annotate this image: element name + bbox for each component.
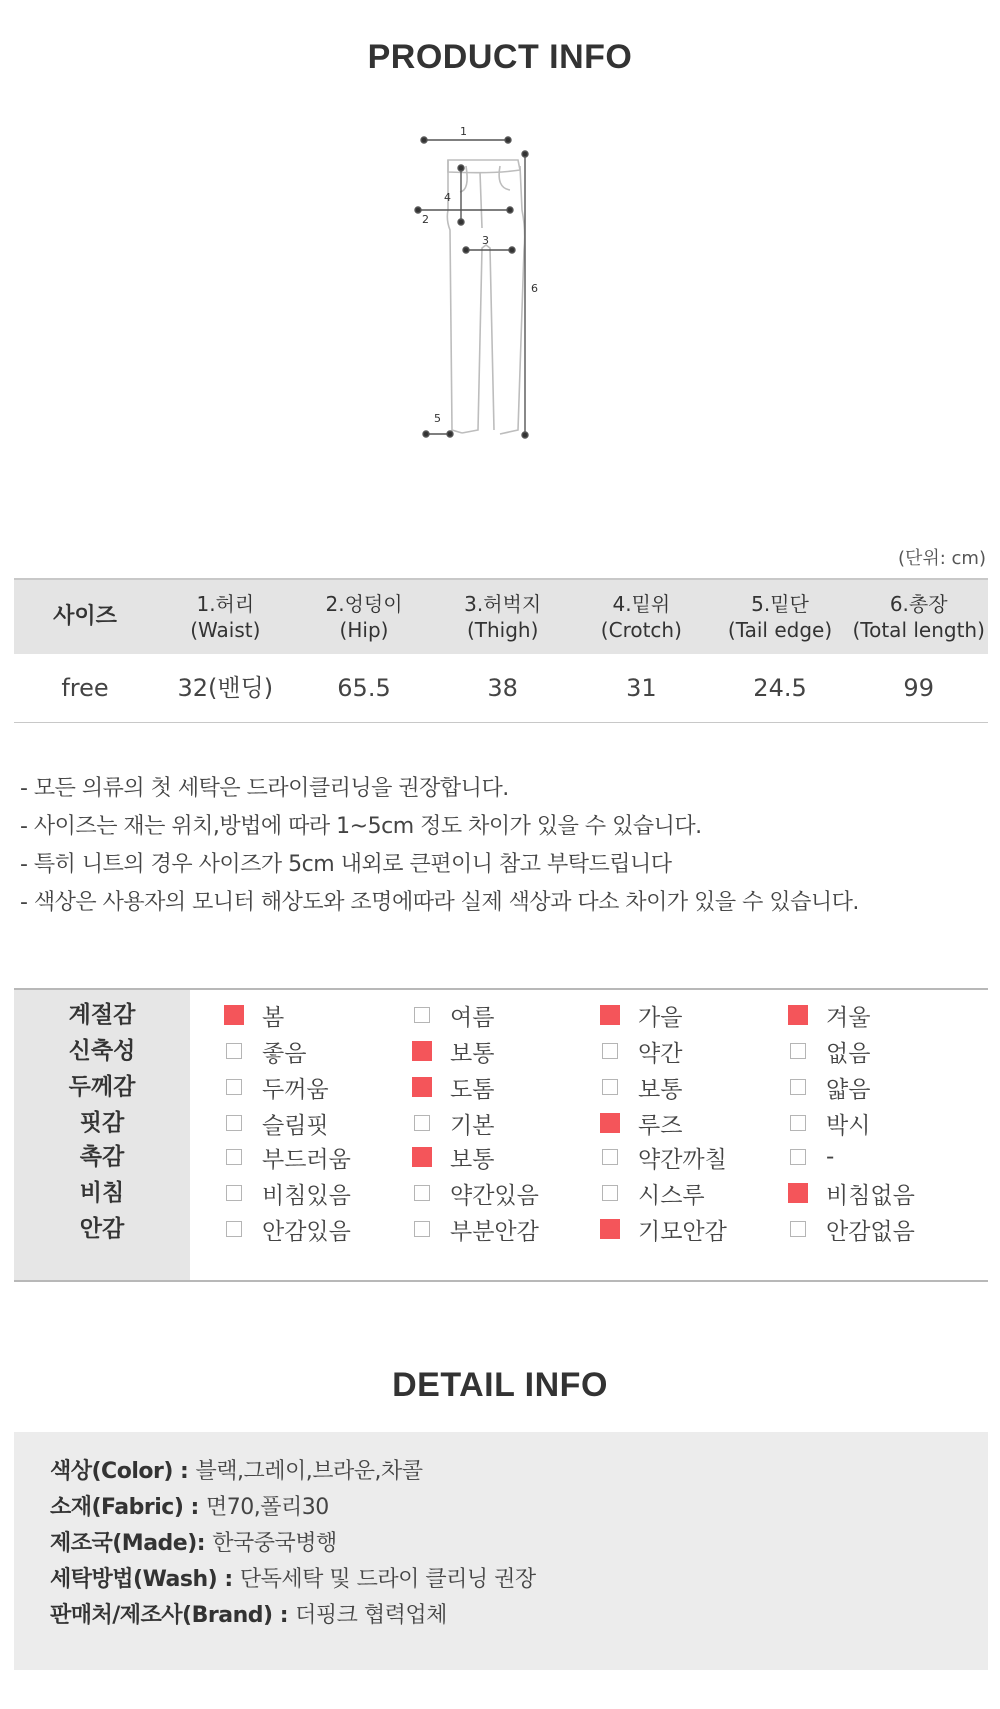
property-option-label: 도톰 xyxy=(450,1076,495,1103)
product-properties xyxy=(14,988,988,1282)
unchecked-box-icon xyxy=(602,1079,618,1095)
note-line: - 색상은 사용자의 모니터 해상도와 조명에따라 실제 색상과 다소 차이가 있을 수 있습니다. xyxy=(20,890,859,915)
property-option xyxy=(222,1068,329,1106)
unchecked-box-icon xyxy=(226,1079,242,1095)
pants-measurement-diagram xyxy=(422,125,600,490)
unchecked-box-icon xyxy=(414,1115,430,1131)
property-option xyxy=(786,1068,870,1106)
property-option-label: 비침없음 xyxy=(826,1182,915,1209)
product-info-title: PRODUCT INFO xyxy=(367,38,633,76)
property-option xyxy=(598,1032,682,1070)
property-option xyxy=(786,996,870,1034)
property-option-label: 부드러움 xyxy=(262,1146,351,1173)
checked-box-icon xyxy=(412,1077,432,1097)
unchecked-box-icon xyxy=(226,1115,242,1131)
property-row xyxy=(14,1068,988,1106)
checked-box-icon xyxy=(600,1005,620,1025)
property-option xyxy=(598,1174,705,1212)
property-option-label: 비침있음 xyxy=(262,1182,351,1209)
property-label: 계절감 xyxy=(68,1002,136,1028)
property-option xyxy=(410,1068,494,1106)
property-option-label: 약간까칠 xyxy=(638,1146,727,1173)
note-line: - 모든 의류의 첫 세탁은 드라이클리닝을 권장합니다. xyxy=(20,776,509,801)
property-option xyxy=(598,1210,727,1248)
property-option xyxy=(598,1104,682,1142)
property-option-label: 여름 xyxy=(450,1004,495,1031)
unchecked-box-icon xyxy=(602,1185,618,1201)
property-option xyxy=(410,1210,539,1248)
diagram-label-5: 5 xyxy=(434,412,441,425)
property-option xyxy=(222,1104,329,1142)
detail-row-fabric: 소재(Fabric) : 면70,폴리30 xyxy=(50,1495,329,1520)
unchecked-box-icon xyxy=(226,1221,242,1237)
detail-info-title: DETAIL INFO xyxy=(392,1366,608,1404)
size-table xyxy=(14,578,988,723)
property-option xyxy=(410,1138,494,1176)
cell-thigh: 38 xyxy=(487,674,518,702)
property-option xyxy=(410,996,494,1034)
property-option-label: 두꺼움 xyxy=(262,1076,329,1103)
property-option-label: 슬림핏 xyxy=(262,1112,329,1139)
unchecked-box-icon xyxy=(226,1043,242,1059)
property-option-label: 보통 xyxy=(638,1076,683,1103)
note-line: - 특히 니트의 경우 사이즈가 5cm 내외로 큰편이니 참고 부탁드립니다 xyxy=(20,852,672,877)
diagram-label-2: 2 xyxy=(422,213,429,226)
property-row xyxy=(14,1104,988,1142)
unit-note: (단위: cm) xyxy=(897,548,986,569)
checked-box-icon xyxy=(412,1147,432,1167)
header-cell-total-length: 6.총장 (Total length) xyxy=(852,592,985,642)
property-option-label: 없음 xyxy=(826,1040,871,1067)
property-option-label: 얇음 xyxy=(826,1076,871,1103)
property-row xyxy=(14,1138,988,1176)
header-cell-tail-edge: 5.밑단 (Tail edge) xyxy=(727,592,833,642)
property-option xyxy=(598,1068,682,1106)
header-cell-crotch: 4.밑위 (Crotch) xyxy=(600,592,682,642)
unchecked-box-icon xyxy=(602,1043,618,1059)
property-option xyxy=(222,1032,306,1070)
detail-row-made: 제조국(Made): 한국중국병행 xyxy=(50,1531,337,1556)
detail-info-box xyxy=(14,1432,988,1670)
property-label: 두께감 xyxy=(68,1074,136,1100)
property-option xyxy=(410,1104,494,1142)
cell-size: free xyxy=(61,674,109,702)
cell-tail-edge: 24.5 xyxy=(753,674,807,702)
cell-crotch: 31 xyxy=(626,674,657,702)
unchecked-box-icon xyxy=(414,1185,430,1201)
header-cell-waist: 1.허리 (Waist) xyxy=(190,592,261,642)
unchecked-box-icon xyxy=(790,1115,806,1131)
checked-box-icon xyxy=(788,1005,808,1025)
diagram-label-6: 6 xyxy=(531,282,538,295)
diagram-label-1: 1 xyxy=(460,125,467,138)
unchecked-box-icon xyxy=(790,1079,806,1095)
cell-waist: 32(밴딩) xyxy=(177,674,274,702)
note-line: - 사이즈는 재는 위치,방법에 따라 1~5cm 정도 차이가 있을 수 있습니다. xyxy=(20,814,702,839)
property-label: 신축성 xyxy=(68,1038,136,1064)
property-option xyxy=(786,1138,834,1176)
property-option-label: 박시 xyxy=(826,1112,871,1139)
header-cell-thigh: 3.허벅지 (Thigh) xyxy=(464,592,542,642)
property-row xyxy=(14,1032,988,1070)
property-option-label: 안감있음 xyxy=(262,1218,351,1245)
checked-box-icon xyxy=(600,1113,620,1133)
detail-row-wash: 세탁방법(Wash) : 단독세탁 및 드라이 클리닝 권장 xyxy=(50,1567,536,1592)
size-table-header xyxy=(14,578,988,654)
unchecked-box-icon xyxy=(790,1043,806,1059)
property-option-label: 기모안감 xyxy=(638,1218,727,1245)
property-option-label: 가을 xyxy=(638,1004,683,1031)
property-option-label: - xyxy=(826,1144,835,1170)
property-option xyxy=(598,996,682,1034)
property-option-label: 시스루 xyxy=(638,1182,705,1209)
table-row xyxy=(14,654,988,723)
checked-box-icon xyxy=(788,1183,808,1203)
property-option-label: 겨울 xyxy=(826,1004,871,1031)
property-row xyxy=(14,1210,988,1248)
unchecked-box-icon xyxy=(226,1185,242,1201)
detail-row-color: 색상(Color) : 블랙,그레이,브라운,차콜 xyxy=(50,1459,423,1484)
unchecked-box-icon xyxy=(414,1007,430,1023)
property-option-label: 보통 xyxy=(450,1146,495,1173)
property-option-label: 안감없음 xyxy=(826,1218,915,1245)
unchecked-box-icon xyxy=(414,1221,430,1237)
property-option-label: 약간있음 xyxy=(450,1182,539,1209)
property-option xyxy=(786,1032,870,1070)
property-row xyxy=(14,1174,988,1212)
checked-box-icon xyxy=(600,1219,620,1239)
detail-row-brand: 판매처/제조사(Brand) : 더핑크 협력업체 xyxy=(50,1603,447,1628)
property-option-label: 보통 xyxy=(450,1040,495,1067)
unchecked-box-icon xyxy=(226,1149,242,1165)
unchecked-box-icon xyxy=(790,1221,806,1237)
property-option xyxy=(222,996,284,1034)
diagram-label-3: 3 xyxy=(482,234,489,247)
care-notes xyxy=(20,770,859,922)
property-option xyxy=(222,1210,351,1248)
property-option xyxy=(410,1032,494,1070)
unchecked-box-icon xyxy=(790,1149,806,1165)
checked-box-icon xyxy=(412,1041,432,1061)
property-option-label: 기본 xyxy=(450,1112,495,1139)
property-label: 비침 xyxy=(79,1180,125,1206)
cell-hip: 65.5 xyxy=(337,674,391,702)
property-label: 핏감 xyxy=(79,1110,125,1136)
property-option-label: 봄 xyxy=(262,1004,285,1031)
property-option-label: 루즈 xyxy=(638,1112,683,1139)
property-option xyxy=(222,1138,351,1176)
property-option-label: 약간 xyxy=(638,1040,683,1067)
property-option xyxy=(410,1174,539,1212)
property-option xyxy=(786,1104,870,1142)
property-row xyxy=(14,996,988,1034)
property-option-label: 부분안감 xyxy=(450,1218,539,1245)
diagram-label-4: 4 xyxy=(444,191,451,204)
checked-box-icon xyxy=(224,1005,244,1025)
header-cell-size: 사이즈 xyxy=(53,604,117,629)
property-label: 안감 xyxy=(79,1216,125,1242)
property-option-label: 좋음 xyxy=(262,1040,307,1067)
property-option xyxy=(786,1210,915,1248)
property-label: 촉감 xyxy=(79,1144,125,1170)
property-option xyxy=(786,1174,915,1212)
property-option xyxy=(222,1174,351,1212)
property-option xyxy=(598,1138,727,1176)
cell-total-length: 99 xyxy=(903,674,934,702)
unchecked-box-icon xyxy=(602,1149,618,1165)
header-cell-hip: 2.엉덩이 (Hip) xyxy=(325,592,403,642)
